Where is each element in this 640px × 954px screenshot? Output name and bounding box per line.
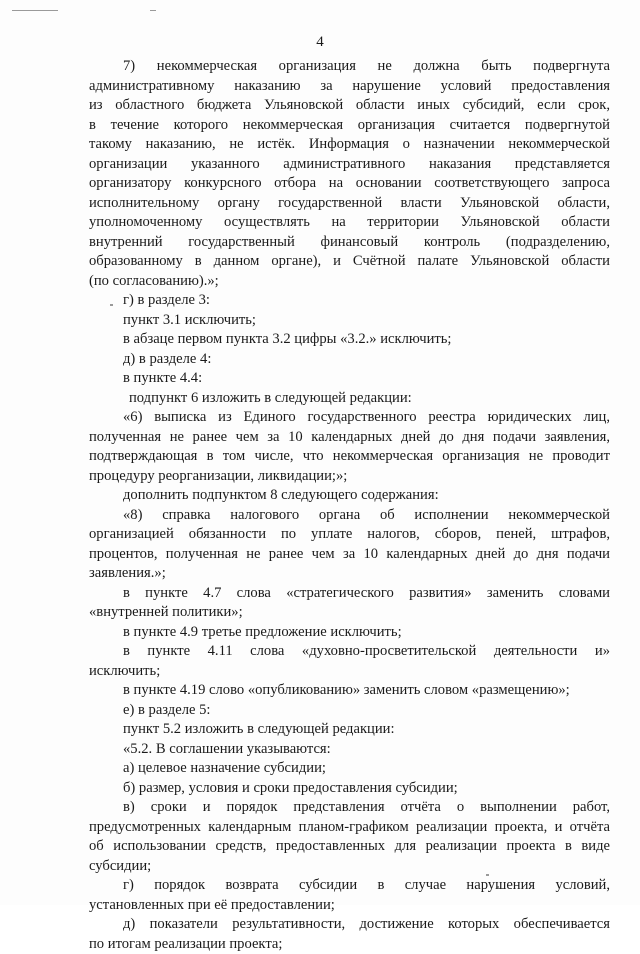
text-line: полученная не ранее чем за 10 календарных дней до дня подачи заявления, (89, 428, 610, 448)
text-line: подпункт 6 изложить в следующей редакции: (89, 389, 610, 409)
text-line: б) размер, условия и сроки предоставления субсидии; (89, 779, 610, 799)
text-line: д) в разделе 4: (89, 350, 610, 370)
text-line: г) в разделе 3: (89, 291, 610, 311)
text-line: в) сроки и порядок представления отчёта о выполнении работ, (89, 798, 610, 818)
text-line: организацией обязанности по уплате налогов, сборов, пеней, штрафов, (89, 525, 610, 545)
text-line: «8) справка налогового органа об исполнении некоммерческой (89, 506, 610, 526)
text-line: процентов, полученная не ранее чем за 10 календарных дней до дня подачи (89, 545, 610, 565)
text-line: в пункте 4.19 слово «опубликованию» заменить словом «размещению»; (89, 681, 610, 701)
text-line: исключить; (89, 662, 610, 682)
text-line: заявления.»; (89, 564, 610, 584)
text-line: внутренний государственный финансовый контроль (подразделению, (89, 233, 610, 253)
text-line: процедуру реорганизации, ликвидации;»; (89, 467, 610, 487)
text-line: а) целевое назначение субсидии; (89, 759, 610, 779)
text-line: по итогам реализации проекта; (89, 935, 610, 954)
text-line: организации указанного административного наказания представляется (89, 155, 610, 175)
text-line: пункт 3.1 исключить; (89, 311, 610, 331)
text-line: «внутренней политики»; (89, 603, 610, 623)
text-line: об использовании средств, предоставленных для реализации проекта в виде (89, 837, 610, 857)
text-line: в пункте 4.11 слова «духовно-просветительской деятельности и» (89, 642, 610, 662)
text-line: е) в разделе 5: (89, 701, 610, 721)
text-line: в течение которого некоммерческая организация считается подвергнутой (89, 116, 610, 136)
text-line: из областного бюджета Ульяновской области иных субсидий, если срок, (89, 96, 610, 116)
text-line: «5.2. В соглашении указываются: (89, 740, 610, 760)
text-line: административному наказанию за нарушение условий предоставления (89, 77, 610, 97)
text-line: пункт 5.2 изложить в следующей редакции: (89, 720, 610, 740)
scan-artifact (150, 10, 156, 11)
text-line: в пункте 4.7 слова «стратегического развития» заменить словами (89, 584, 610, 604)
text-line: установленных при её предоставлении; (89, 896, 610, 916)
text-line: (по согласованию).»; (89, 272, 610, 292)
text-line: субсидии; (89, 857, 610, 877)
text-line: подтверждающая в том числе, что некоммерческая организация не проводит (89, 447, 610, 467)
text-line: «6) выписка из Единого государственного реестра юридических лиц, (89, 408, 610, 428)
document-body (89, 57, 610, 954)
text-line: дополнить подпунктом 8 следующего содержания: (89, 486, 610, 506)
text-line: в пункте 4.4: (89, 369, 610, 389)
text-line: г) порядок возврата субсидии в случае нарушения условий, (89, 876, 610, 896)
page-number: 4 (0, 34, 640, 51)
text-line: организатору конкурсного отбора на основании соответствующего запроса (89, 174, 610, 194)
text-line: предусмотренных календарным планом-графиком реализации проекта, и отчёта (89, 818, 610, 838)
text-line: образованному в данном органе), и Счётной палате Ульяновской области (89, 252, 610, 272)
text-line: исполнительному органу государственной власти Ульяновской области, (89, 194, 610, 214)
text-line: 7) некоммерческая организация не должна быть подвергнута (89, 57, 610, 77)
text-line: в пункте 4.9 третье предложение исключить; (89, 623, 610, 643)
text-line: такому наказанию, не истёк. Информация о назначении некоммерческой (89, 135, 610, 155)
scan-artifact (12, 10, 58, 11)
text-line: уполномоченному осуществлять на территории Ульяновской области (89, 213, 610, 233)
text-line: в абзаце первом пункта 3.2 цифры «3.2.» исключить; (89, 330, 610, 350)
text-line: д) показатели результативности, достижение которых обеспечивается (89, 915, 610, 935)
